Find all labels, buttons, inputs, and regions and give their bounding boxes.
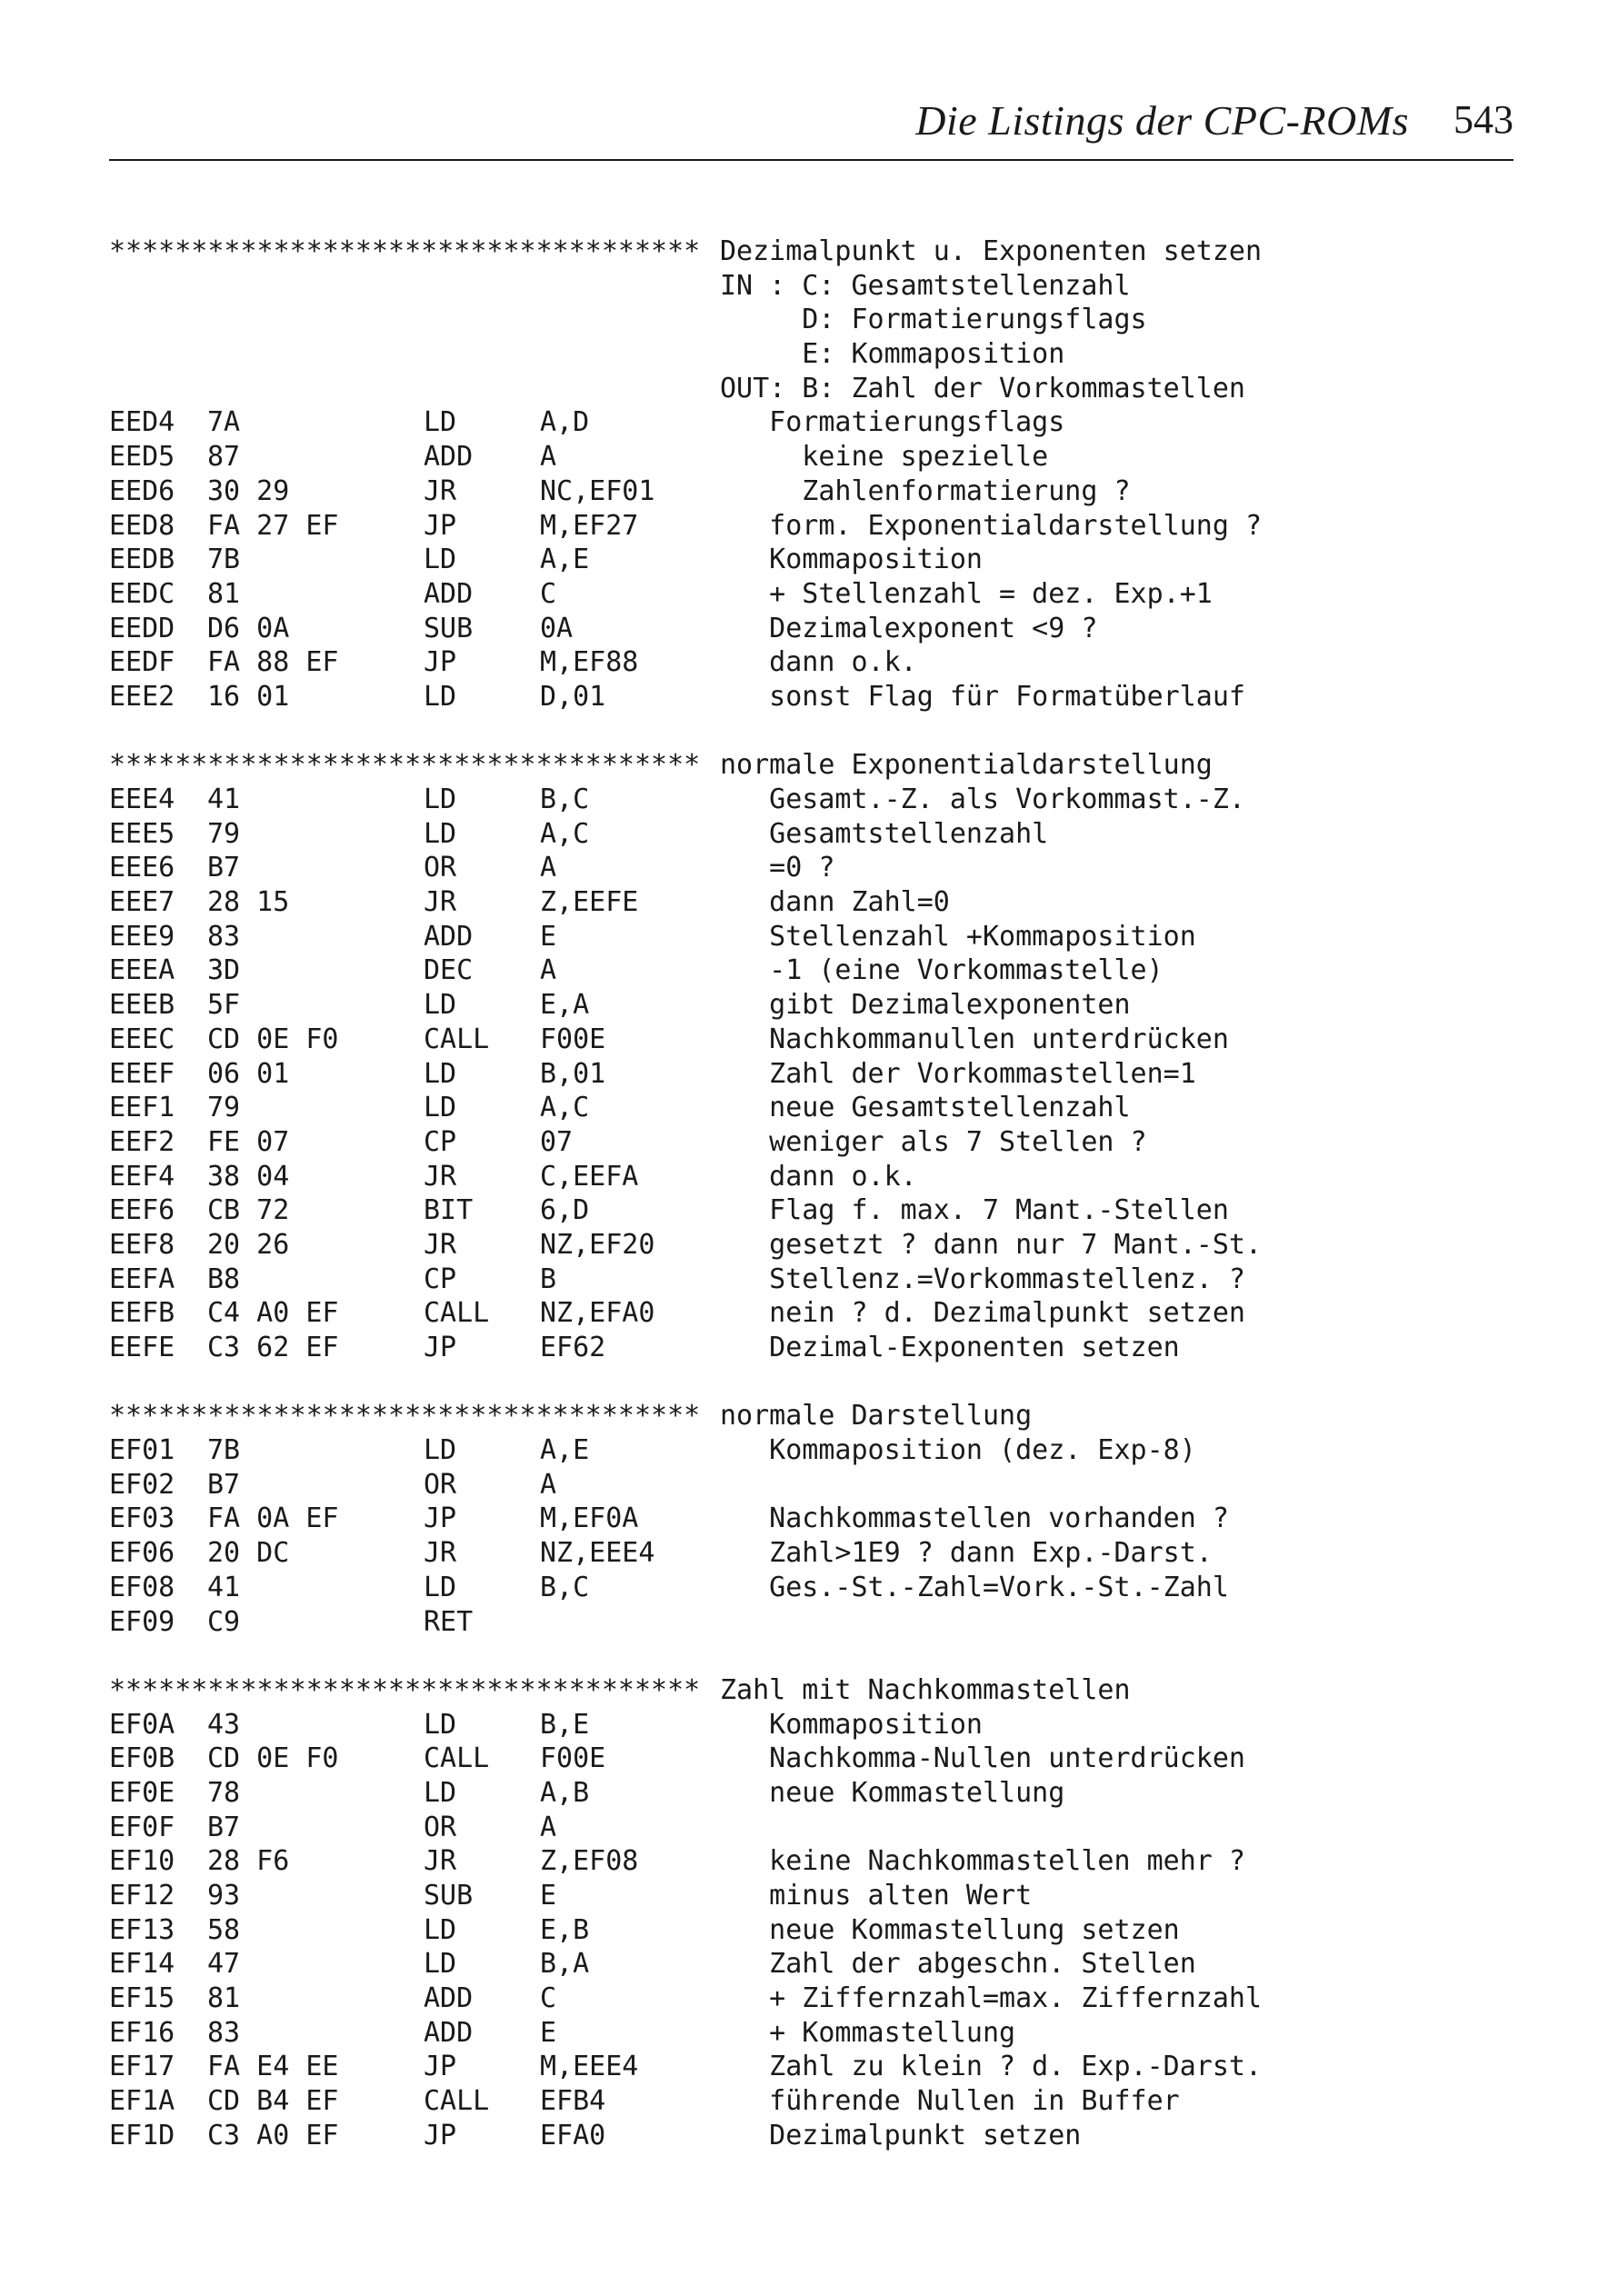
mnemonic: JP: [424, 1502, 457, 1535]
operands: A: [540, 852, 557, 884]
mnemonic: ADD: [424, 920, 474, 953]
operands: E: [540, 920, 557, 953]
operands: M,EF27: [540, 509, 639, 542]
operands: A,E: [540, 544, 590, 576]
opcode-bytes: 83: [207, 2016, 241, 2049]
mnemonic: JP: [424, 1332, 457, 1363]
operands: A: [540, 441, 557, 474]
listing-row: [109, 1947, 1527, 1982]
comment: Zahlenformatierung ?: [720, 474, 1131, 507]
comment: Zahl zu klein ? d. Exp.-Darst.: [720, 2051, 1263, 2083]
mnemonic: LD: [424, 544, 457, 576]
comment: minus alten Wert: [720, 1880, 1033, 1912]
comment: Ges.-St.-Zahl=Vork.-St.-Zahl: [720, 1571, 1229, 1603]
opcode-bytes: 7A: [207, 406, 241, 439]
comment: dann o.k.: [720, 1160, 917, 1193]
operands: NZ,EEE4: [540, 1537, 655, 1570]
address: EEDD: [109, 612, 175, 644]
operands: Z,EF08: [540, 1845, 639, 1878]
operands: B,A: [540, 1948, 590, 1981]
mnemonic: JR: [424, 1845, 457, 1878]
operands: B,C: [540, 784, 590, 815]
listing-row: [109, 645, 1527, 680]
operands: C: [540, 1982, 557, 2015]
listing-row: [109, 2016, 1527, 2051]
mnemonic: LD: [424, 406, 457, 439]
operands: 07: [540, 1125, 574, 1158]
listing-row: [109, 1844, 1527, 1879]
operands: A,E: [540, 1434, 590, 1467]
comment: Nachkommastellen vorhanden ?: [720, 1502, 1229, 1535]
operands: NZ,EFA0: [540, 1297, 655, 1330]
section-header-row: [109, 303, 1527, 337]
address: EEDC: [109, 577, 175, 610]
opcode-bytes: CD 0E F0: [207, 1742, 339, 1775]
address: EF14: [109, 1948, 175, 1981]
address: EEEA: [109, 954, 175, 987]
mnemonic: JP: [424, 2119, 457, 2151]
opcode-bytes: 47: [207, 1948, 241, 1981]
mnemonic: LD: [424, 784, 457, 815]
comment: Formatierungsflags: [720, 406, 1065, 439]
opcode-bytes: B7: [207, 1811, 241, 1843]
comment: Dezimalpunkt setzen: [720, 2119, 1082, 2151]
mnemonic: LD: [424, 1571, 457, 1603]
address: EF0A: [109, 1708, 175, 1741]
operands: E: [540, 2016, 557, 2049]
opcode-bytes: B8: [207, 1263, 241, 1295]
comment: neue Kommastellung: [720, 1776, 1065, 1809]
comment: Gesamt.-Z. als Vorkommast.-Z.: [720, 784, 1245, 815]
opcode-bytes: 93: [207, 1880, 241, 1912]
page-number: 543: [1453, 97, 1513, 142]
listing-row: [109, 1982, 1527, 2016]
mnemonic: ADD: [424, 577, 474, 610]
comment: Zahl>1E9 ? dann Exp.-Darst.: [720, 1537, 1213, 1570]
listing-row: [109, 783, 1527, 817]
operands: D,01: [540, 680, 606, 713]
address: EEF6: [109, 1194, 175, 1227]
opcode-bytes: 30 29: [207, 474, 290, 507]
opcode-bytes: CD B4 EF: [207, 2085, 339, 2118]
listing-row: [109, 1228, 1527, 1263]
opcode-bytes: 06 01: [207, 1057, 290, 1090]
section-header-text: normale Darstellung: [720, 1400, 1033, 1433]
operands: Z,EEFE: [540, 886, 639, 919]
address: EF13: [109, 1913, 175, 1946]
operands: B,E: [540, 1708, 590, 1741]
section-header-row: [109, 372, 1527, 406]
opcode-bytes: C4 A0 EF: [207, 1297, 339, 1330]
address: EEEC: [109, 1023, 175, 1055]
listing-row: [109, 680, 1527, 714]
operands: 0A: [540, 612, 574, 644]
listing-row: [109, 1091, 1527, 1125]
opcode-bytes: 79: [207, 817, 241, 850]
mnemonic: LD: [424, 1092, 457, 1124]
listing-row: [109, 1708, 1527, 1742]
operands: M,EEE4: [540, 2051, 639, 2083]
mnemonic: CALL: [424, 2085, 490, 2118]
mnemonic: LD: [424, 817, 457, 850]
listing-row: [109, 474, 1527, 509]
operands: E,A: [540, 989, 590, 1022]
section-separator: ************************************: [109, 749, 701, 782]
listing-row: [109, 1776, 1527, 1811]
address: EEF1: [109, 1092, 175, 1124]
comment: Nachkomma-Nullen unterdrücken: [720, 1742, 1245, 1775]
opcode-bytes: C3 62 EF: [207, 1332, 339, 1363]
mnemonic: CALL: [424, 1742, 490, 1775]
operands: 6,D: [540, 1194, 590, 1227]
address: EF17: [109, 2051, 175, 2083]
opcode-bytes: 58: [207, 1913, 241, 1946]
listing-row: [109, 851, 1527, 885]
section-separator: ************************************: [109, 1673, 701, 1706]
opcode-bytes: FA 27 EF: [207, 509, 339, 542]
comment: Zahl der Vorkommastellen=1: [720, 1057, 1196, 1090]
listing-row: [109, 1536, 1527, 1571]
operands: E,B: [540, 1913, 590, 1946]
opcode-bytes: C9: [207, 1605, 241, 1638]
comment: Dezimal-Exponenten setzen: [720, 1332, 1180, 1363]
mnemonic: RET: [424, 1605, 474, 1638]
opcode-bytes: 3D: [207, 954, 241, 987]
address: EEEF: [109, 1057, 175, 1090]
mnemonic: LD: [424, 1057, 457, 1090]
comment: Zahl der abgeschn. Stellen: [720, 1948, 1196, 1981]
address: EEF8: [109, 1228, 175, 1261]
opcode-bytes: 81: [207, 1982, 241, 2015]
listing-row: [109, 2119, 1527, 2153]
operands: A: [540, 1468, 557, 1501]
opcode-bytes: FA 0A EF: [207, 1502, 339, 1535]
comment: keine Nachkommastellen mehr ?: [720, 1845, 1245, 1878]
address: EEE2: [109, 680, 175, 713]
comment: Kommaposition: [720, 544, 983, 576]
operands: A,C: [540, 1092, 590, 1124]
address: EF1A: [109, 2085, 175, 2118]
listing-row: [109, 1571, 1527, 1605]
opcode-bytes: 5F: [207, 989, 241, 1022]
section-header-text: normale Exponentialdarstellung: [720, 749, 1213, 782]
section-header-row: [109, 1673, 1527, 1708]
section-header-row: [109, 1399, 1527, 1433]
listing-row: [109, 2050, 1527, 2084]
opcode-bytes: 87: [207, 441, 241, 474]
listing-row: [109, 1742, 1527, 1776]
address: EF01: [109, 1434, 175, 1467]
operands: A: [540, 954, 557, 987]
comment: gesetzt ? dann nur 7 Mant.-St.: [720, 1228, 1263, 1261]
section-separator: ************************************: [109, 1400, 701, 1433]
comment: -1 (eine Vorkommastelle): [720, 954, 1164, 987]
opcode-bytes: CB 72: [207, 1194, 290, 1227]
listing-row: [109, 1879, 1527, 1913]
section-header-text: Zahl mit Nachkommastellen: [720, 1673, 1131, 1706]
comment: dann o.k.: [720, 646, 917, 679]
comment: nein ? d. Dezimalpunkt setzen: [720, 1297, 1245, 1330]
mnemonic: JR: [424, 1537, 457, 1570]
mnemonic: JR: [424, 1228, 457, 1261]
operands: A: [540, 1811, 557, 1843]
address: EED8: [109, 509, 175, 542]
operands: M,EF0A: [540, 1502, 639, 1535]
address: EF09: [109, 1605, 175, 1638]
address: EF16: [109, 2016, 175, 2049]
mnemonic: JR: [424, 474, 457, 507]
address: EF08: [109, 1571, 175, 1603]
mnemonic: OR: [424, 852, 457, 884]
operands: B,01: [540, 1057, 606, 1090]
opcode-bytes: 16 01: [207, 680, 290, 713]
comment: Nachkommanullen unterdrücken: [720, 1023, 1229, 1055]
listing-row: [109, 920, 1527, 954]
address: EEFB: [109, 1297, 175, 1330]
listing-row: [109, 988, 1527, 1023]
address: EEE9: [109, 920, 175, 953]
mnemonic: SUB: [424, 612, 474, 644]
listing-row: [109, 1913, 1527, 1948]
comment: dann Zahl=0: [720, 886, 950, 919]
listing-row: [109, 817, 1527, 852]
listing-row: [109, 1023, 1527, 1057]
comment: gibt Dezimalexponenten: [720, 989, 1131, 1022]
mnemonic: JR: [424, 886, 457, 919]
section-header-text: Dezimalpunkt u. Exponenten setzen: [720, 235, 1263, 267]
listing-row: [109, 1125, 1527, 1160]
listing-row: [109, 1193, 1527, 1228]
address: EEE4: [109, 784, 175, 815]
address: EF0E: [109, 1776, 175, 1809]
operands: M,EF88: [540, 646, 639, 679]
operands: B,C: [540, 1571, 590, 1603]
mnemonic: CALL: [424, 1297, 490, 1330]
mnemonic: OR: [424, 1468, 457, 1501]
listing-row: [109, 885, 1527, 920]
comment: Flag f. max. 7 Mant.-Stellen: [720, 1194, 1229, 1227]
section-header-text: IN : C: Gesamtstellenzahl: [720, 269, 1131, 302]
address: EEDF: [109, 646, 175, 679]
listing-row: [109, 612, 1527, 646]
mnemonic: CALL: [424, 1023, 490, 1055]
comment: führende Nullen in Buffer: [720, 2085, 1180, 2118]
opcode-bytes: FA 88 EF: [207, 646, 339, 679]
opcode-bytes: FE 07: [207, 1125, 290, 1158]
listing-row: [109, 1331, 1527, 1365]
address: EEFE: [109, 1332, 175, 1363]
comment: Stellenz.=Vorkommastellenz. ?: [720, 1263, 1245, 1295]
opcode-bytes: 28 15: [207, 886, 290, 919]
listing-row: [109, 543, 1527, 577]
running-title: Die Listings der CPC-ROMs: [915, 97, 1409, 144]
opcode-bytes: 7B: [207, 1434, 241, 1467]
mnemonic: CP: [424, 1263, 457, 1295]
address: EED6: [109, 474, 175, 507]
mnemonic: LD: [424, 1708, 457, 1741]
operands: EFA0: [540, 2119, 606, 2151]
operands: A,B: [540, 1776, 590, 1809]
header-rule: [109, 159, 1513, 161]
operands: C: [540, 577, 557, 610]
section-header-text: E: Kommaposition: [720, 338, 1065, 371]
mnemonic: LD: [424, 989, 457, 1022]
comment: + Ziffernzahl=max. Ziffernzahl: [720, 1982, 1263, 2015]
comment: neue Gesamtstellenzahl: [720, 1092, 1131, 1124]
opcode-bytes: 41: [207, 784, 241, 815]
listing-row: [109, 577, 1527, 612]
comment: keine spezielle: [720, 441, 1049, 474]
operands: F00E: [540, 1742, 606, 1775]
listing-row: [109, 953, 1527, 988]
operands: B: [540, 1263, 557, 1295]
address: EEEB: [109, 989, 175, 1022]
mnemonic: LD: [424, 1948, 457, 1981]
address: EEF4: [109, 1160, 175, 1193]
mnemonic: DEC: [424, 954, 474, 987]
opcode-bytes: 7B: [207, 544, 241, 576]
address: EEE6: [109, 852, 175, 884]
mnemonic: ADD: [424, 2016, 474, 2049]
section-separator: ************************************: [109, 235, 701, 267]
operands: A,D: [540, 406, 590, 439]
opcode-bytes: 41: [207, 1571, 241, 1603]
opcode-bytes: 81: [207, 577, 241, 610]
address: EF10: [109, 1845, 175, 1878]
listing-row: [109, 509, 1527, 544]
mnemonic: LD: [424, 1913, 457, 1946]
section-header-row: [109, 337, 1527, 372]
address: EF1D: [109, 2119, 175, 2151]
mnemonic: OR: [424, 1811, 457, 1843]
opcode-bytes: C3 A0 EF: [207, 2119, 339, 2151]
comment: Stellenzahl +Kommaposition: [720, 920, 1196, 953]
address: EEDB: [109, 544, 175, 576]
comment: =0 ?: [720, 852, 835, 884]
address: EF0B: [109, 1742, 175, 1775]
operands: NZ,EF20: [540, 1228, 655, 1261]
mnemonic: JR: [424, 1160, 457, 1193]
comment: + Kommastellung: [720, 2016, 1016, 2049]
listing-row: [109, 1502, 1527, 1536]
section-header-row: [109, 748, 1527, 783]
mnemonic: JP: [424, 509, 457, 542]
mnemonic: JP: [424, 2051, 457, 2083]
spacer: [109, 1639, 1527, 1673]
address: EF06: [109, 1537, 175, 1570]
comment: Kommaposition: [720, 1708, 983, 1741]
opcode-bytes: CD 0E F0: [207, 1023, 339, 1055]
opcode-bytes: B7: [207, 852, 241, 884]
address: EEE5: [109, 817, 175, 850]
mnemonic: LD: [424, 1776, 457, 1809]
opcode-bytes: FA E4 EE: [207, 2051, 339, 2083]
listing-row: [109, 1057, 1527, 1092]
listing-row: [109, 1263, 1527, 1297]
section-header-text: D: Formatierungsflags: [720, 304, 1147, 336]
section-header-row: [109, 269, 1527, 304]
operands: EF62: [540, 1332, 606, 1363]
mnemonic: SUB: [424, 1880, 474, 1912]
listing-row: [109, 440, 1527, 474]
comment: form. Exponentialdarstellung ?: [720, 509, 1263, 542]
operands: F00E: [540, 1023, 606, 1055]
comment: Dezimalexponent <9 ?: [720, 612, 1098, 644]
mnemonic: ADD: [424, 441, 474, 474]
listing-row: [109, 2084, 1527, 2119]
listing-row: [109, 1468, 1527, 1502]
mnemonic: JP: [424, 646, 457, 679]
mnemonic: LD: [424, 1434, 457, 1467]
section-header-row: [109, 235, 1527, 269]
mnemonic: CP: [424, 1125, 457, 1158]
address: EEE7: [109, 886, 175, 919]
opcode-bytes: 20 DC: [207, 1537, 290, 1570]
page-header: [109, 91, 1513, 159]
operands: E: [540, 1880, 557, 1912]
opcode-bytes: 79: [207, 1092, 241, 1124]
comment: neue Kommastellung setzen: [720, 1913, 1180, 1946]
address: EF12: [109, 1880, 175, 1912]
address: EEF2: [109, 1125, 175, 1158]
address: EF02: [109, 1468, 175, 1501]
opcode-bytes: 78: [207, 1776, 241, 1809]
address: EED5: [109, 441, 175, 474]
spacer: [109, 1365, 1527, 1400]
operands: C,EEFA: [540, 1160, 639, 1193]
comment: Gesamtstellenzahl: [720, 817, 1049, 850]
listing-row: [109, 1605, 1527, 1640]
mnemonic: BIT: [424, 1194, 474, 1227]
comment: + Stellenzahl = dez. Exp.+1: [720, 577, 1213, 610]
address: EEFA: [109, 1263, 175, 1295]
mnemonic: ADD: [424, 1982, 474, 2015]
operands: NC,EF01: [540, 474, 655, 507]
opcode-bytes: 20 26: [207, 1228, 290, 1261]
address: EED4: [109, 406, 175, 439]
opcode-bytes: B7: [207, 1468, 241, 1501]
section-header-text: OUT: B: Zahl der Vorkommastellen: [720, 372, 1245, 404]
opcode-bytes: 28 F6: [207, 1845, 290, 1878]
opcode-bytes: 38 04: [207, 1160, 290, 1193]
mnemonic: LD: [424, 680, 457, 713]
assembly-listing: [109, 235, 1527, 2153]
operands: EFB4: [540, 2085, 606, 2118]
listing-row: [109, 1160, 1527, 1194]
comment: sonst Flag für Formatüberlauf: [720, 680, 1245, 713]
address: EF0F: [109, 1811, 175, 1843]
opcode-bytes: 43: [207, 1708, 241, 1741]
spacer: [109, 714, 1527, 749]
opcode-bytes: 83: [207, 920, 241, 953]
listing-row: [109, 1296, 1527, 1331]
address: EF15: [109, 1982, 175, 2015]
listing-row: [109, 1433, 1527, 1468]
comment: weniger als 7 Stellen ?: [720, 1125, 1147, 1158]
address: EF03: [109, 1502, 175, 1535]
opcode-bytes: D6 0A: [207, 612, 290, 644]
listing-row: [109, 405, 1527, 440]
operands: A,C: [540, 817, 590, 850]
comment: Kommaposition (dez. Exp-8): [720, 1434, 1196, 1467]
listing-row: [109, 1811, 1527, 1845]
